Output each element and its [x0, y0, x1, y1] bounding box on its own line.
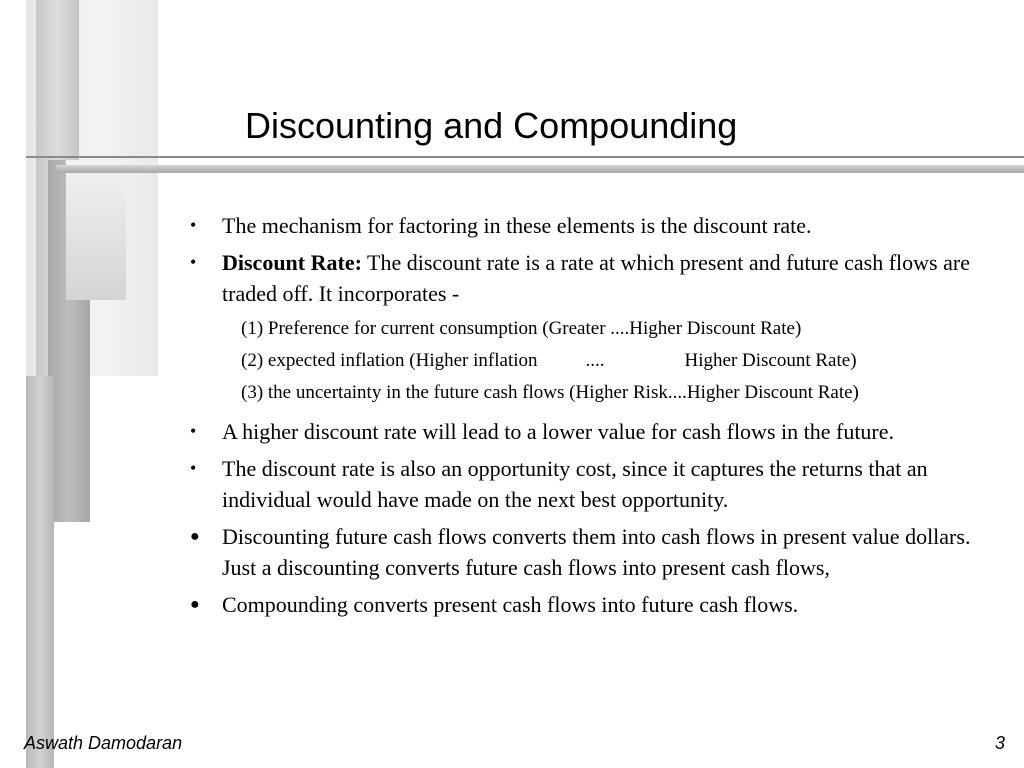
sub-item-text: (Higher inflation: [409, 350, 538, 371]
page-number: 3: [994, 733, 1005, 753]
bullet-text: Compounding converts present cash flows into future cash flows.: [222, 592, 799, 617]
sub-item: [186, 350, 986, 372]
bullet-item: [186, 210, 986, 241]
sub-item-text: (3) the uncertainty in the future cash flows (Higher Risk....Higher Discount Rate): [241, 382, 859, 403]
sub-item-text: ....: [585, 350, 605, 371]
bullet-text: Discounting future cash flows converts them into cash flows in present value dollars. Just a discounting converts future cash flows into present cash flows,: [222, 524, 971, 580]
bullet-icon: •: [190, 421, 197, 441]
bullet-item: [186, 453, 986, 515]
bullet-item: [186, 521, 986, 583]
bullet-text: The mechanism for factoring in these elements is the discount rate.: [222, 213, 812, 238]
bullet-item: [186, 589, 986, 620]
bullet-item: [186, 247, 986, 309]
footer-author: Aswath Damodaran: [24, 733, 183, 753]
bullet-icon: •: [190, 458, 197, 478]
bullet-icon: ●: [190, 596, 200, 613]
title-rule-bar: [56, 165, 1024, 173]
sub-item: [186, 318, 986, 340]
bullet-text: The discount rate is a rate at which present and future cash flows are traded off. It incorporates -: [222, 250, 970, 306]
sub-item-text: Higher Discount Rate): [684, 350, 857, 371]
bullet-term: Discount Rate:: [222, 250, 362, 275]
bullet-text: A higher discount rate will lead to a lower value for cash flows in the future.: [222, 419, 895, 444]
bullet-icon: •: [190, 252, 197, 272]
title-rule-line: [26, 156, 1024, 158]
bullet-text: The discount rate is also an opportunity cost, since it captures the returns that an individual would have made on the next best opportunity.: [222, 456, 928, 512]
decorative-bar-gradient: [66, 160, 126, 300]
sub-item-text: (1) Preference for current consumption (Greater ....Higher Discount Rate): [241, 318, 802, 339]
decorative-bar-lower: [26, 376, 54, 768]
bullet-icon: ●: [190, 528, 200, 545]
bullet-item: [186, 416, 986, 447]
slide-title: Discounting and Compounding: [245, 105, 738, 146]
sub-item: [186, 382, 986, 404]
sub-item-text: (2) expected inflation: [241, 350, 405, 371]
bullet-list: [186, 210, 986, 626]
bullet-icon: •: [190, 215, 197, 235]
